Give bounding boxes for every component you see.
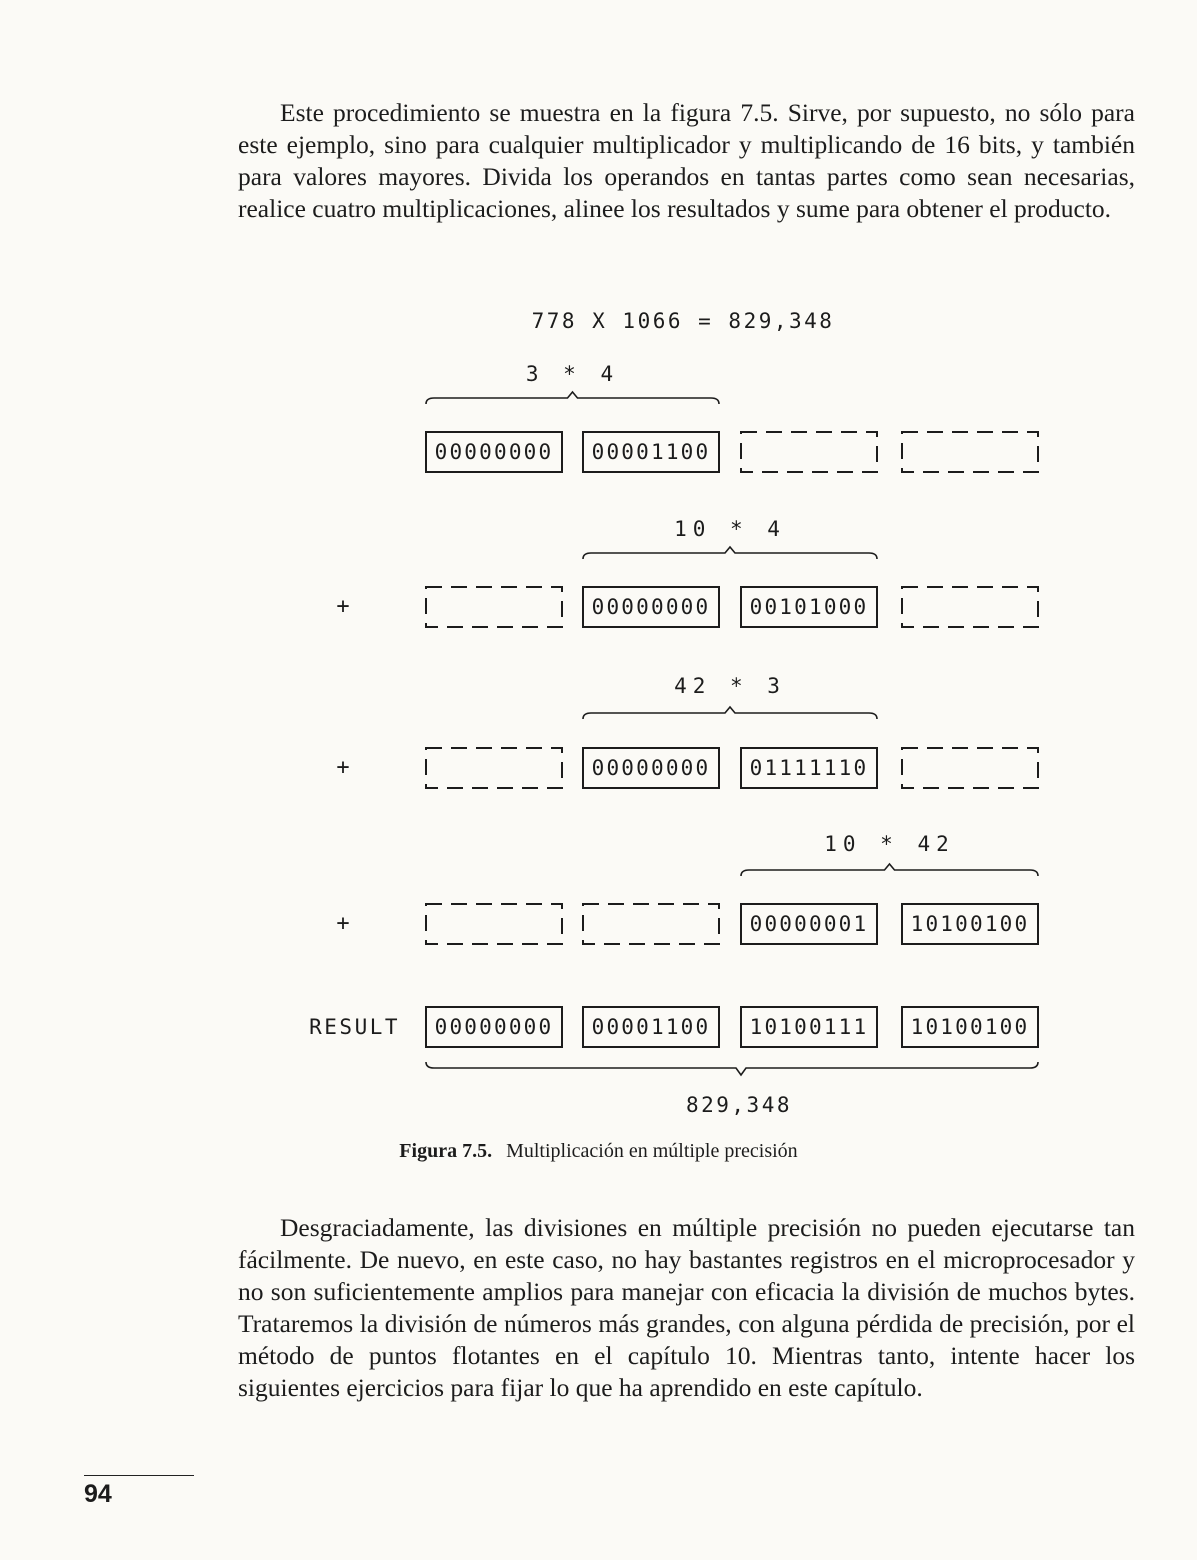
equation-text: 778 X 1066 = 829,348 [531, 309, 835, 333]
figure-caption [0, 1140, 1197, 1163]
empty-byte-cell [426, 748, 562, 788]
plus-sign: + [336, 755, 350, 780]
figure-caption-text: Multiplicación en múltiple precisión [506, 1140, 798, 1162]
plus-sign: + [336, 594, 350, 619]
body-paragraph-1: Este procedimiento se muestra en la figura 7.5. Sirve, por supuesto, no sólo para este ejemplo, sino para cualquier multiplicador y multiplicando de 16 bits, y también para valores mayores. Divida los operandos en tantas partes como sean necesarias, realice cuatro multiplicaciones, alinee los resultados y sume para obtener el producto. [238, 98, 1135, 223]
partial-product-label: 10 * 4 [674, 517, 786, 541]
byte-cell-value: 00000000 [434, 440, 554, 464]
partial-product-brace [583, 547, 877, 559]
empty-byte-cell [741, 432, 877, 472]
byte-cell-value: 00000001 [749, 912, 869, 936]
byte-cell-value: 01111110 [749, 756, 869, 780]
empty-byte-cell [902, 748, 1038, 788]
empty-byte-cell [583, 904, 719, 944]
empty-byte-cell [426, 904, 562, 944]
result-byte-value: 10100100 [910, 1015, 1030, 1039]
partial-product-brace [741, 864, 1038, 876]
byte-cell-value: 00000000 [591, 595, 711, 619]
footer-rule [84, 1475, 194, 1476]
empty-byte-cell [426, 587, 562, 627]
result-byte-value: 00000000 [434, 1015, 554, 1039]
byte-cell-value: 00000000 [591, 756, 711, 780]
byte-cell-value: 00101000 [749, 595, 869, 619]
partial-product-label: 42 * 3 [674, 674, 786, 698]
partial-product-label: 10 * 42 [824, 832, 955, 856]
partial-product-label: 3 * 4 [525, 362, 620, 386]
body-paragraph-2: Desgraciadamente, las divisiones en múltiple precisión no pueden ejecutarse tan fácilmente. De nuevo, en este caso, no hay bastantes registros en el microprocesador y no son suficientemente amplios para manejar con eficacia la división de muchos bytes. Trataremos la división de números más grandes, con alguna pérdida de precisión, por el método de puntos flotantes en el capítulo 10. Mientras tanto, intente hacer los siguientes ejercicios para fijar lo que ha aprendido en este capítulo. [238, 1213, 1135, 1402]
result-byte-value: 00001100 [591, 1015, 711, 1039]
result-total: 829,348 [685, 1093, 793, 1117]
page-number: 94 [84, 1480, 112, 1508]
empty-byte-cell [902, 432, 1038, 472]
plus-sign: + [336, 911, 350, 936]
result-byte-value: 10100111 [749, 1015, 869, 1039]
figure-caption-label: Figura 7.5. [399, 1140, 493, 1162]
partial-product-brace [426, 392, 719, 404]
result-brace [426, 1062, 1038, 1075]
result-label: RESULT [309, 1015, 400, 1039]
empty-byte-cell [902, 587, 1038, 627]
byte-cell-value: 10100100 [910, 912, 1030, 936]
byte-cell-value: 00001100 [591, 440, 711, 464]
partial-product-brace [583, 707, 877, 719]
